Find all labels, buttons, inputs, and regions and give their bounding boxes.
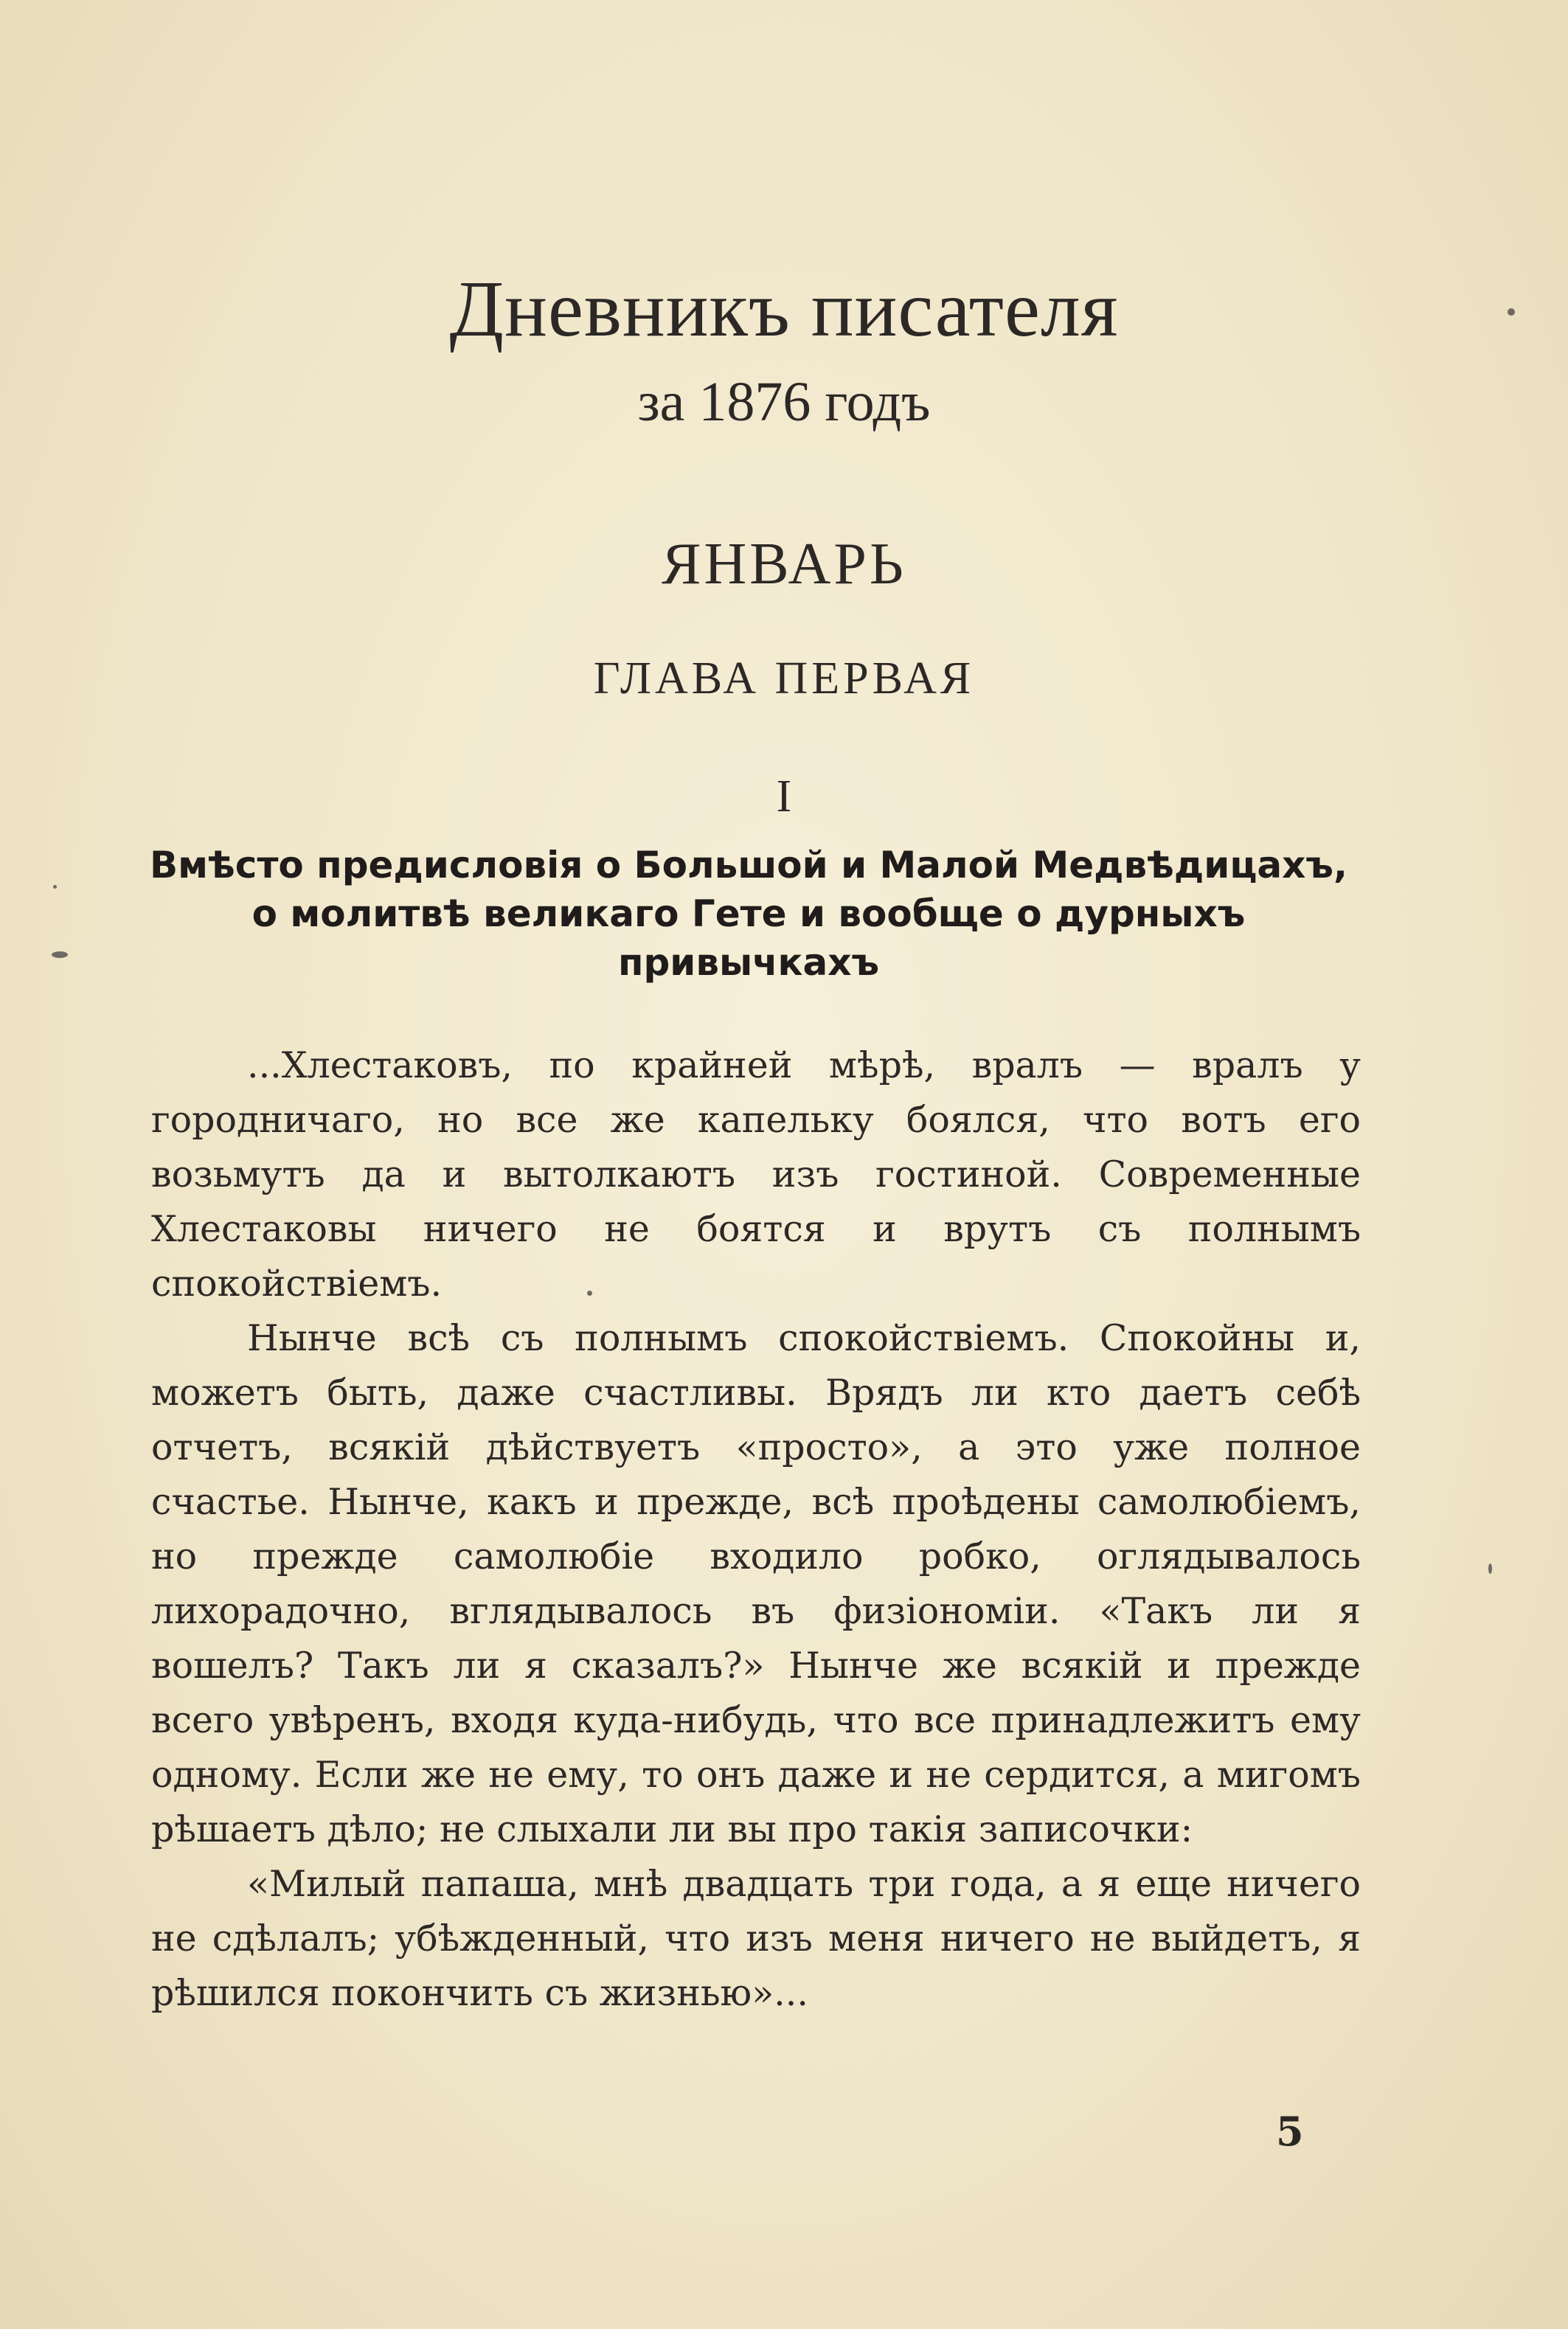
paper-speck	[587, 1291, 592, 1296]
book-subtitle: за 1876 годъ	[637, 371, 931, 433]
paper-speck	[53, 885, 57, 889]
paper-speck	[1508, 308, 1515, 316]
paragraph: ...Хлестаковъ, по крайней мѣрѣ, вралъ — вралъ у городничаго, но все же капельку боялся, что вотъ его возьмутъ да и вытолкаютъ изъ гостиной. Современные Хлестаковы ничего не боятся и врутъ съ полнымъ спокойствіемъ.	[151, 1044, 1361, 1305]
month-heading: ЯНВАРЬ	[662, 532, 906, 597]
paper-speck	[52, 951, 68, 958]
page-number: 5	[1276, 2108, 1304, 2155]
section-heading: Вмѣсто предисловія о Большой и Малой Медвѣдицахъ, о молитвѣ великаго Гете и вообще о дурныхъ привычкахъ	[150, 844, 1347, 984]
paragraph: Нынче всѣ съ полнымъ спокойствіемъ. Спокойны и, можетъ быть, даже счастливы. Врядъ ли кто даетъ себѣ отчетъ, всякій дѣйствуетъ «просто», а это уже полное счастье. Нынче, какъ и прежде, всѣ проѣдены самолюбіемъ, но прежде самолюбіе входило робко, оглядывалось лихорадочно, вглядывалось въ физіономіи. «Такъ ли я вошелъ? Такъ ли я сказалъ?» Нынче же всякій и прежде всего увѣренъ, входя куда-нибудь, что все принадлежитъ ему одному. Если же не ему, то онъ даже и не сердится, а мигомъ рѣшаетъ дѣло; не слыхали ли вы про такія записочки:	[151, 1317, 1361, 1850]
book-title: Дневникъ писателя	[449, 265, 1119, 353]
paragraph: «Милый папаша, мнѣ двадцать три года, а я еще ничего не сдѣлалъ; убѣжденный, что изъ меня ничего не выйдетъ, я рѣшился покончить съ жизнью»...	[151, 1863, 1361, 2014]
chapter-heading: ГЛАВА ПЕРВАЯ	[593, 653, 975, 704]
section-number: I	[776, 771, 792, 822]
body-text	[151, 1038, 1361, 2021]
paper-speck	[1488, 1563, 1492, 1574]
